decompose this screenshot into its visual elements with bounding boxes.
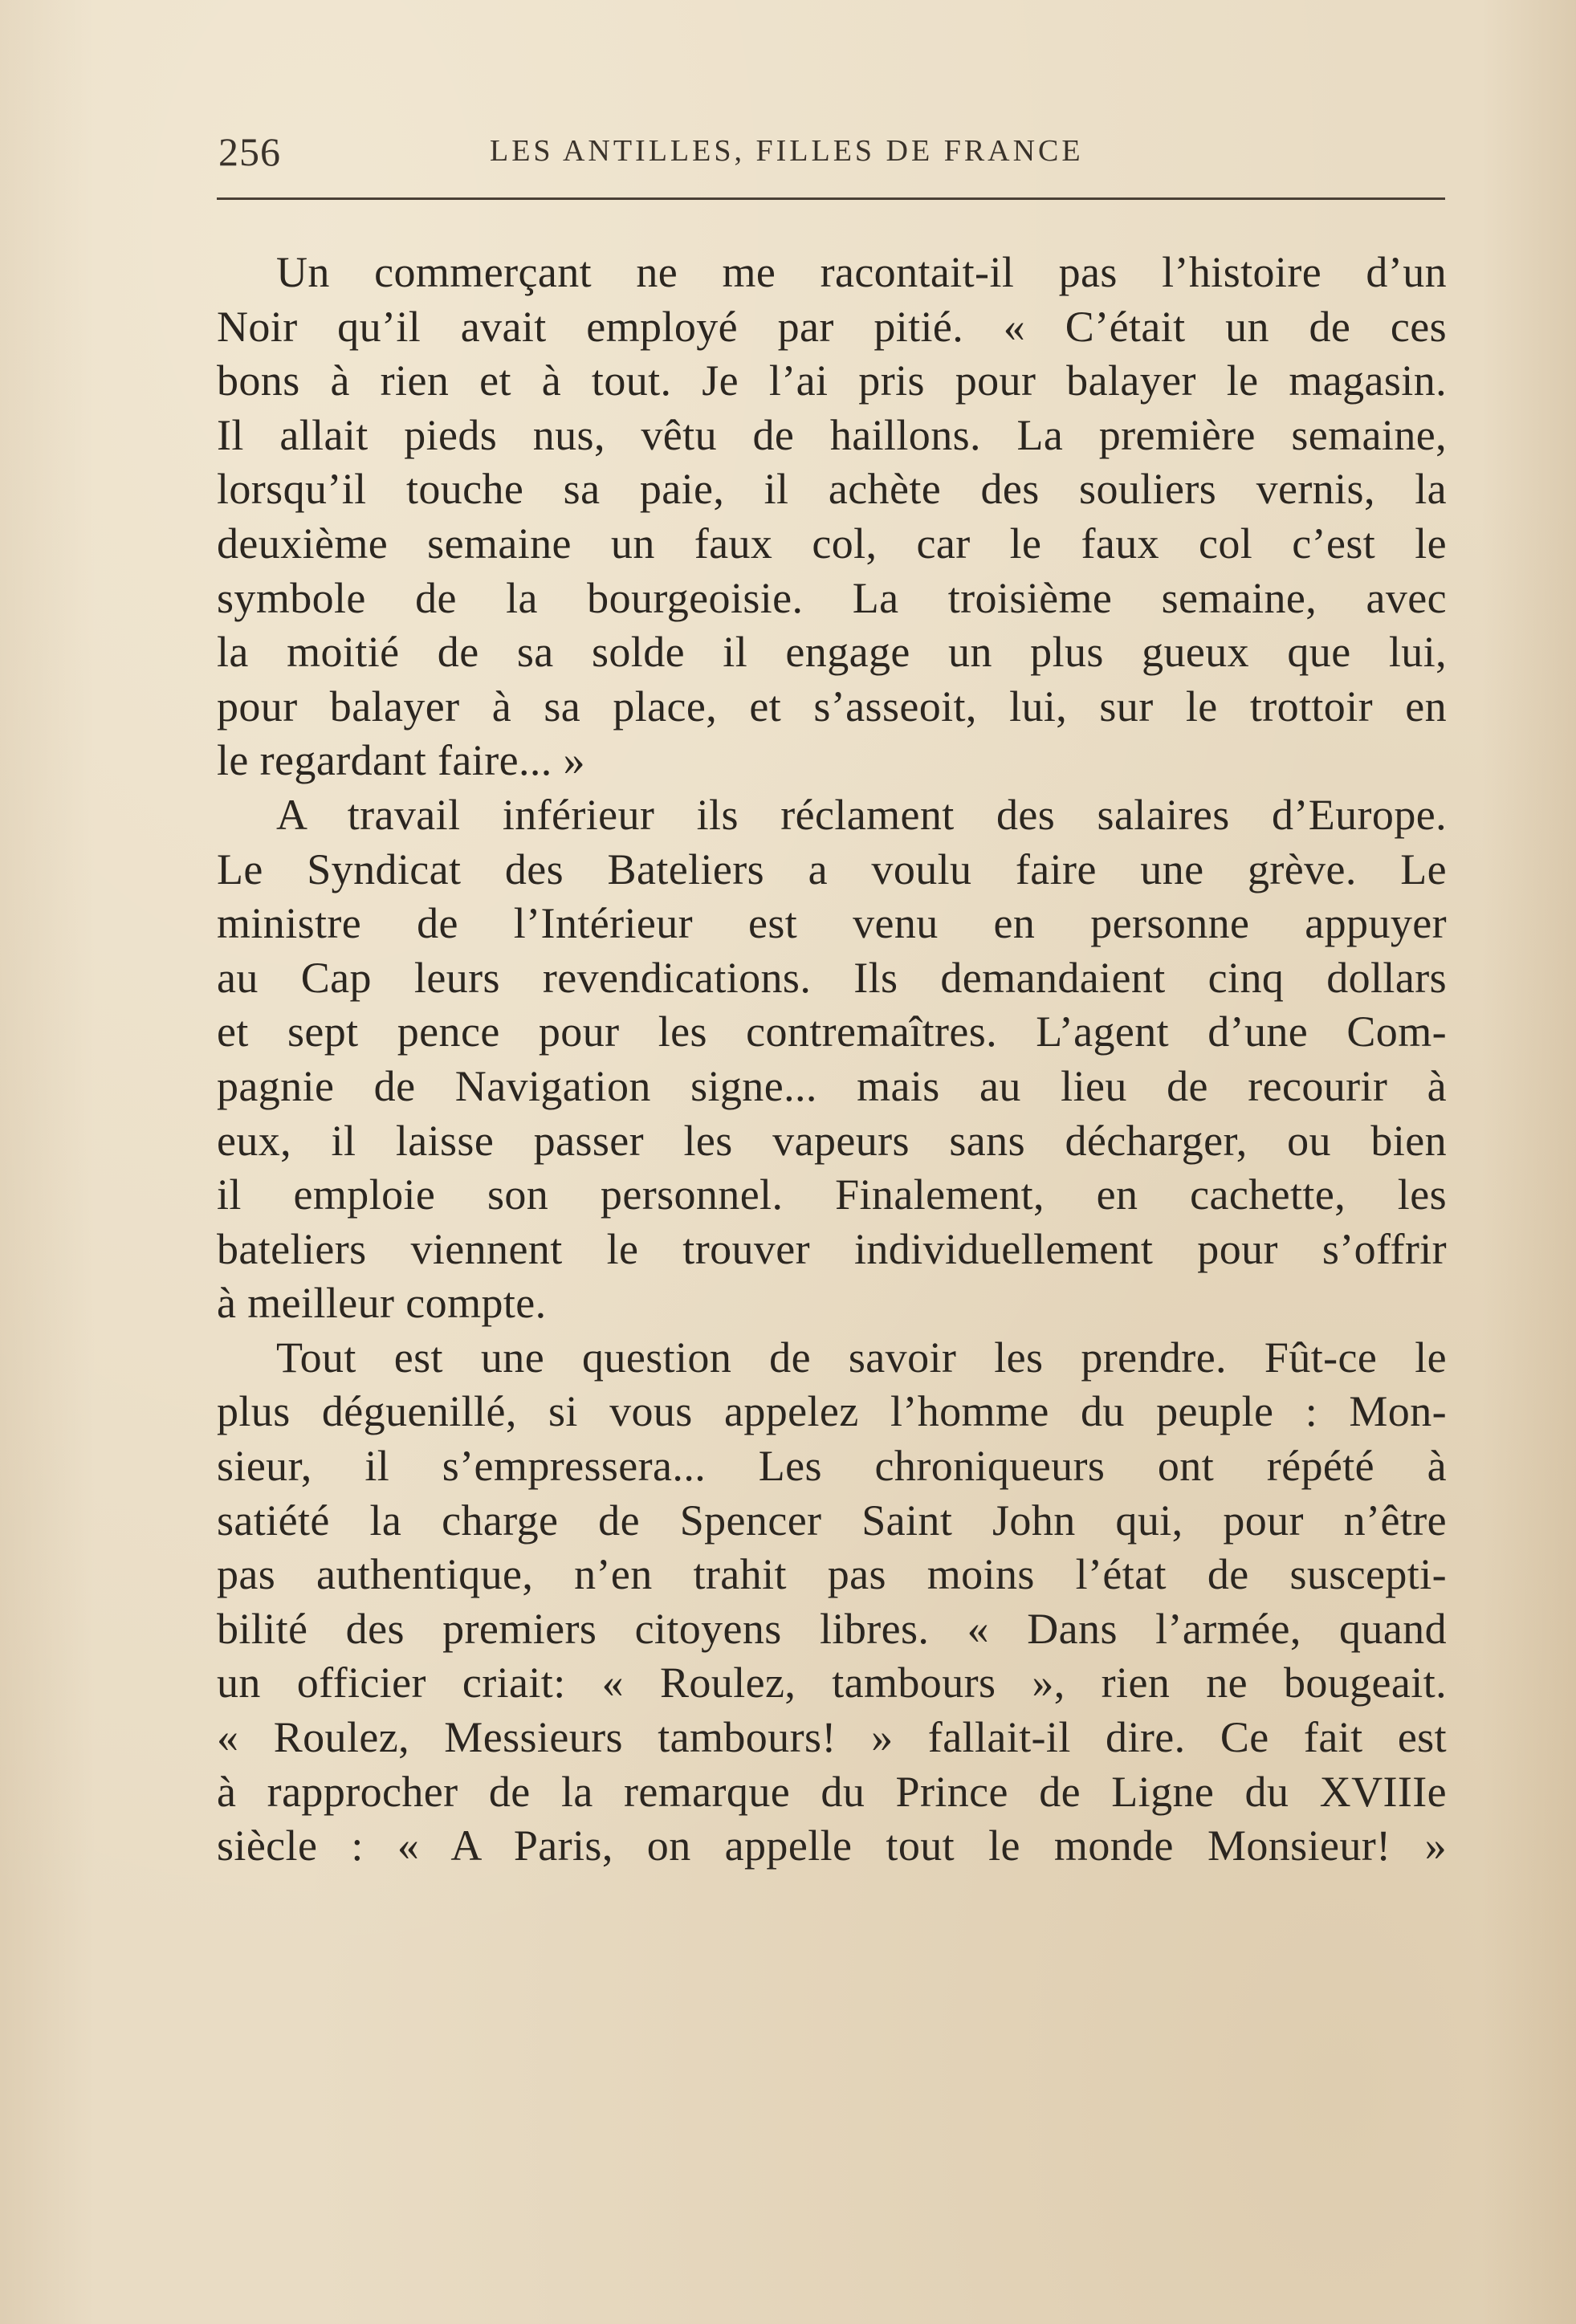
page-number: 256 — [218, 129, 281, 174]
text-line: à rapprocher de la remarque du Prince de Ligne du XVIIIe — [217, 1767, 1447, 1816]
text-line: Le Syndicat des Bateliers a voulu faire une grève. Le — [217, 845, 1447, 893]
text-line: Un commerçant ne me racontait-il pas l’histoire d’un — [276, 248, 1447, 296]
text-line: sieur, il s’empressera... Les chroniqueurs ont répété à — [217, 1442, 1447, 1491]
text-line: le regardant faire... » — [217, 736, 585, 785]
text-line: eux, il laisse passer les vapeurs sans décharger, ou bien — [217, 1116, 1447, 1165]
text-line: et sept pence pour les contremaîtres. L’agent d’une Com- — [217, 1007, 1447, 1056]
text-line: siècle : « A Paris, on appelle tout le monde Monsieur! » — [217, 1821, 1447, 1870]
text-line: deuxième semaine un faux col, car le faux col c’est le — [217, 519, 1447, 568]
running-title: LES ANTILLES, FILLES DE FRANCE — [490, 134, 1084, 168]
text-line: Tout est une question de savoir les prendre. Fût-ce le — [276, 1333, 1447, 1382]
text-line: au Cap leurs revendications. Ils demandaient cinq dollars — [217, 953, 1447, 1002]
text-line: pas authentique, n’en trahit pas moins l’état de suscepti- — [217, 1550, 1447, 1599]
text-line: bilité des premiers citoyens libres. « Dans l’armée, quand — [217, 1604, 1447, 1653]
text-line: plus déguenillé, si vous appelez l’homme du peuple : Mon- — [217, 1387, 1447, 1436]
text-line: Noir qu’il avait employé par pitié. « C’était un de ces — [217, 302, 1447, 351]
text-line: il emploie son personnel. Finalement, en cachette, les — [217, 1170, 1447, 1219]
text-line: la moitié de sa solde il engage un plus gueux que lui, — [217, 628, 1447, 677]
text-line: un officier criait: « Roulez, tambours », rien ne bougeait. — [217, 1659, 1447, 1707]
text-line: A travail inférieur ils réclament des salaires d’Europe. — [276, 790, 1447, 839]
running-head — [218, 120, 1445, 185]
text-line: bateliers viennent le trouver individuellement pour s’offrir — [217, 1224, 1447, 1273]
text-line: bons à rien et à tout. Je l’ai pris pour balayer le magasin. — [217, 356, 1447, 405]
header-rule — [217, 197, 1445, 200]
text-line: satiété la charge de Spencer Saint John qui, pour n’être — [217, 1496, 1447, 1545]
text-line: lorsqu’il touche sa paie, il achète des souliers vernis, la — [217, 465, 1447, 514]
text-line: ministre de l’Intérieur est venu en personne appuyer — [217, 899, 1447, 948]
text-line: pour balayer à sa place, et s’asseoit, lui, sur le trottoir en — [217, 682, 1447, 731]
text-line: symbole de la bourgeoisie. La troisième semaine, avec — [217, 573, 1447, 622]
text-line: à meilleur compte. — [217, 1279, 547, 1328]
text-line: Il allait pieds nus, vêtu de haillons. La première semaine, — [217, 410, 1447, 459]
text-line: « Roulez, Messieurs tambours! » fallait-il dire. Ce fait est — [217, 1713, 1447, 1762]
text-line: pagnie de Navigation signe... mais au lieu de recourir à — [217, 1061, 1447, 1110]
body-text — [217, 246, 1447, 1874]
